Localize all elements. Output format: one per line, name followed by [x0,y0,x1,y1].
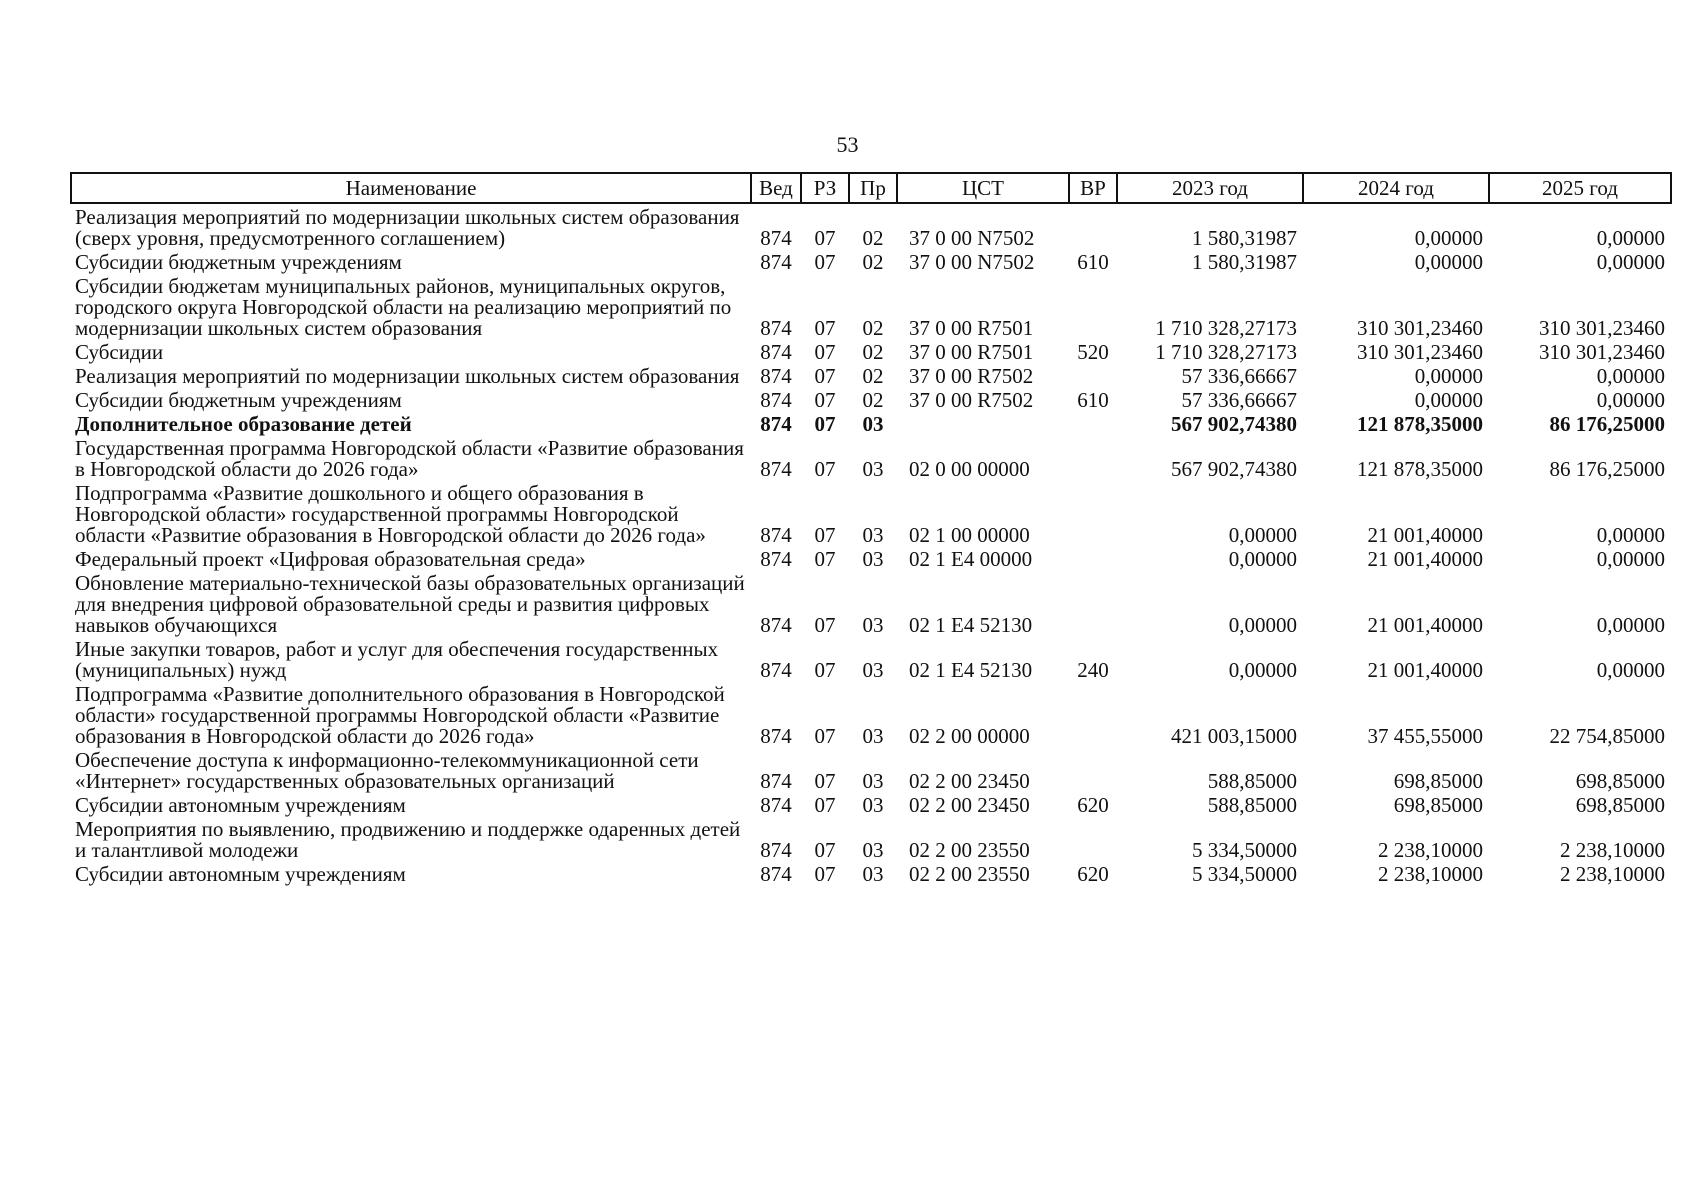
table-row [71,816,1671,861]
row-ved: 874 [760,769,792,793]
row-amount-2025: 2 238,10000 [1560,838,1665,862]
row-pr: 03 [862,613,884,637]
row-cst: 02 0 00 00000 [909,457,1030,481]
row-amount-2024: 121 878,35000 [1357,412,1483,436]
table-row [71,747,1671,792]
row-cst: 02 1 E4 00000 [909,547,1033,571]
row-amount-2023: 5 334,50000 [1192,862,1297,886]
row-vr [1069,747,1117,792]
row-cst: 02 2 00 23550 [909,862,1030,886]
row-rz: 07 [814,412,836,436]
row-pr: 02 [862,250,884,274]
row-vr [1069,816,1117,861]
row-vr [1069,363,1117,387]
row-vr: 520 [1077,340,1109,364]
row-rz: 07 [814,547,836,571]
row-name: Мероприятия по выявлению, продвижению и поддержке одаренных детей и талантливой молодежи [75,817,741,862]
table-row [71,435,1671,480]
row-amount-2025: 310 301,23460 [1539,316,1665,340]
header-cst: ЦСТ [897,173,1069,203]
row-pr: 03 [862,793,884,817]
row-amount-2025: 2 238,10000 [1560,862,1665,886]
row-cst: 02 2 00 23450 [909,769,1030,793]
row-amount-2024: 21 001,40000 [1367,613,1483,637]
row-amount-2025: 0,00000 [1596,658,1665,682]
table-row [71,387,1671,411]
row-amount-2025: 698,85000 [1575,769,1665,793]
row-cst: 37 0 00 R7501 [909,340,1034,364]
row-ved: 874 [760,226,792,250]
row-vr: 610 [1077,388,1109,412]
row-rz: 07 [814,388,836,412]
table-row [71,681,1671,747]
row-amount-2024: 0,00000 [1414,226,1483,250]
row-amount-2023: 1 580,31987 [1192,226,1297,250]
row-vr [1069,411,1117,435]
table-row [71,363,1671,387]
row-ved: 874 [760,364,792,388]
row-vr [1069,480,1117,546]
row-pr: 03 [862,412,884,436]
row-vr [1069,435,1117,480]
page-number: 53 [836,132,859,157]
table-row [71,480,1671,546]
row-rz: 07 [814,793,836,817]
row-cst: 02 1 00 00000 [909,523,1030,547]
header-2024: 2024 год [1303,173,1489,203]
table-row [71,203,1671,249]
row-cst: 37 0 00 R7502 [909,364,1034,388]
row-pr: 03 [862,547,884,571]
row-ved: 874 [760,838,792,862]
row-amount-2023: 567 902,74380 [1171,412,1297,436]
row-amount-2023: 567 902,74380 [1171,457,1297,481]
row-amount-2023: 0,00000 [1228,547,1297,571]
row-rz: 07 [814,769,836,793]
row-amount-2025: 86 176,25000 [1549,457,1665,481]
row-amount-2023: 1 580,31987 [1192,250,1297,274]
row-rz: 07 [814,316,836,340]
row-amount-2025: 0,00000 [1596,364,1665,388]
row-amount-2023: 57 336,66667 [1181,388,1297,412]
row-pr: 02 [862,364,884,388]
table-body [71,203,1671,885]
row-name: Обеспечение доступа к информационно-телекоммуникационной сети «Интернет» государственных образовательных организаций [75,748,699,793]
row-amount-2023: 5 334,50000 [1192,838,1297,862]
row-amount-2024: 698,85000 [1393,769,1483,793]
row-pr: 02 [862,316,884,340]
header-name: Наименование [71,173,751,203]
table-row [71,792,1671,816]
row-amount-2023: 0,00000 [1228,613,1297,637]
row-amount-2023: 588,85000 [1207,793,1297,817]
row-name: Субсидии бюджетным учреждениям [75,250,402,274]
row-name: Реализация мероприятий по модернизации школьных систем образования (сверх уровня, предусмотренного соглашением) [75,205,740,250]
row-amount-2025: 0,00000 [1596,388,1665,412]
row-cst: 02 1 E4 52130 [909,658,1033,682]
row-cst: 02 2 00 23450 [909,793,1030,817]
row-vr [1069,273,1117,339]
row-vr: 240 [1077,658,1109,682]
row-ved: 874 [760,658,792,682]
table-row [71,249,1671,273]
row-pr: 02 [862,340,884,364]
row-rz: 07 [814,838,836,862]
row-cst: 37 0 00 N7502 [909,250,1035,274]
row-ved: 874 [760,250,792,274]
row-name: Субсидии автономным учреждениям [75,862,406,886]
row-pr: 03 [862,658,884,682]
row-name: Субсидии бюджетам муниципальных районов, муниципальных округов, городского округа Новгородской области на реализацию мероприятий по модернизации школьных систем образования [75,274,732,340]
table-row [71,861,1671,885]
row-ved: 874 [760,523,792,547]
table-row [71,546,1671,570]
row-amount-2025: 0,00000 [1596,226,1665,250]
table-row [71,411,1671,435]
row-ved: 874 [760,316,792,340]
row-amount-2024: 0,00000 [1414,388,1483,412]
row-amount-2024: 698,85000 [1393,793,1483,817]
row-rz: 07 [814,340,836,364]
row-pr: 02 [862,388,884,412]
row-pr: 03 [862,457,884,481]
row-amount-2023: 1 710 328,27173 [1155,340,1297,364]
row-ved: 874 [760,340,792,364]
row-rz: 07 [814,250,836,274]
row-pr: 03 [862,769,884,793]
row-amount-2023: 0,00000 [1228,523,1297,547]
row-name: Реализация мероприятий по модернизации школьных систем образования [75,364,740,388]
row-amount-2024: 37 455,55000 [1367,724,1483,748]
row-rz: 07 [814,724,836,748]
row-rz: 07 [814,364,836,388]
header-2023: 2023 год [1117,173,1303,203]
header-ved: Вед [751,173,801,203]
row-vr [1069,570,1117,636]
row-pr: 02 [862,226,884,250]
header-2025: 2025 год [1489,173,1671,203]
row-amount-2023: 1 710 328,27173 [1155,316,1297,340]
row-amount-2023: 57 336,66667 [1181,364,1297,388]
row-name: Субсидии бюджетным учреждениям [75,388,402,412]
row-amount-2023: 0,00000 [1228,658,1297,682]
table-header [71,173,1671,203]
row-amount-2023: 588,85000 [1207,769,1297,793]
row-name: Подпрограмма «Развитие дошкольного и общего образования в Новгородской области» государственной программы Новгородской области «Развитие образования в Новгородской области до 2026 года» [75,481,706,547]
row-amount-2025: 0,00000 [1596,547,1665,571]
row-ved: 874 [760,388,792,412]
header-vr: ВР [1069,173,1117,203]
row-ved: 874 [760,724,792,748]
row-amount-2024: 0,00000 [1414,250,1483,274]
row-amount-2025: 310 301,23460 [1539,340,1665,364]
row-ved: 874 [760,412,792,436]
budget-table [70,172,1672,885]
row-rz: 07 [814,613,836,637]
row-name: Государственная программа Новгородской области «Развитие образования в Новгородской области до 2026 года» [75,436,744,481]
row-cst: 37 0 00 R7501 [909,316,1034,340]
row-vr: 620 [1077,793,1109,817]
row-amount-2024: 21 001,40000 [1367,523,1483,547]
row-amount-2025: 0,00000 [1596,613,1665,637]
row-amount-2024: 310 301,23460 [1357,316,1483,340]
row-rz: 07 [814,658,836,682]
row-ved: 874 [760,613,792,637]
row-cst: 02 2 00 23550 [909,838,1030,862]
row-amount-2024: 21 001,40000 [1367,658,1483,682]
row-vr [1069,681,1117,747]
row-ved: 874 [760,793,792,817]
row-amount-2025: 86 176,25000 [1549,412,1665,436]
header-rz: РЗ [801,173,849,203]
row-rz: 07 [814,523,836,547]
row-ved: 874 [760,457,792,481]
row-amount-2025: 698,85000 [1575,793,1665,817]
row-cst: 02 2 00 00000 [909,724,1030,748]
row-vr: 620 [1077,862,1109,886]
row-pr: 03 [862,523,884,547]
row-amount-2024: 2 238,10000 [1378,862,1483,886]
row-amount-2025: 22 754,85000 [1549,724,1665,748]
row-cst: 37 0 00 R7502 [909,388,1034,412]
row-name: Субсидии автономным учреждениям [75,793,406,817]
row-amount-2024: 21 001,40000 [1367,547,1483,571]
table-row [71,570,1671,636]
row-cst: 02 1 E4 52130 [909,613,1033,637]
row-amount-2024: 0,00000 [1414,364,1483,388]
row-name: Дополнительное образование детей [75,412,412,436]
row-amount-2024: 310 301,23460 [1357,340,1483,364]
row-vr [1069,546,1117,570]
row-rz: 07 [814,226,836,250]
row-amount-2025: 0,00000 [1596,250,1665,274]
row-pr: 03 [862,724,884,748]
row-cst [897,411,1069,435]
row-pr: 03 [862,838,884,862]
row-name: Подпрограмма «Развитие дополнительного образования в Новгородской области» государственной программы Новгородской области «Развитие образования в Новгородской области до 2026 года» [75,682,725,748]
table-row [71,273,1671,339]
table-row [71,636,1671,681]
row-amount-2025: 0,00000 [1596,523,1665,547]
row-ved: 874 [760,862,792,886]
row-cst: 37 0 00 N7502 [909,226,1035,250]
row-rz: 07 [814,457,836,481]
row-name: Федеральный проект «Цифровая образовательная среда» [75,547,586,571]
row-name: Субсидии [75,340,164,364]
header-pr: Пр [849,173,897,203]
row-rz: 07 [814,862,836,886]
row-vr: 610 [1077,250,1109,274]
row-name: Иные закупки товаров, работ и услуг для обеспечения государственных (муниципальных) нужд [75,637,719,682]
row-amount-2024: 121 878,35000 [1357,457,1483,481]
row-pr: 03 [862,862,884,886]
row-name: Обновление материально-технической базы образовательных организаций для внедрения цифровой образовательной среды и развития цифровых навыков обучающихся [75,571,745,637]
table-row [71,339,1671,363]
row-vr [1069,203,1117,249]
row-amount-2023: 421 003,15000 [1171,724,1297,748]
row-amount-2024: 2 238,10000 [1378,838,1483,862]
row-ved: 874 [760,547,792,571]
